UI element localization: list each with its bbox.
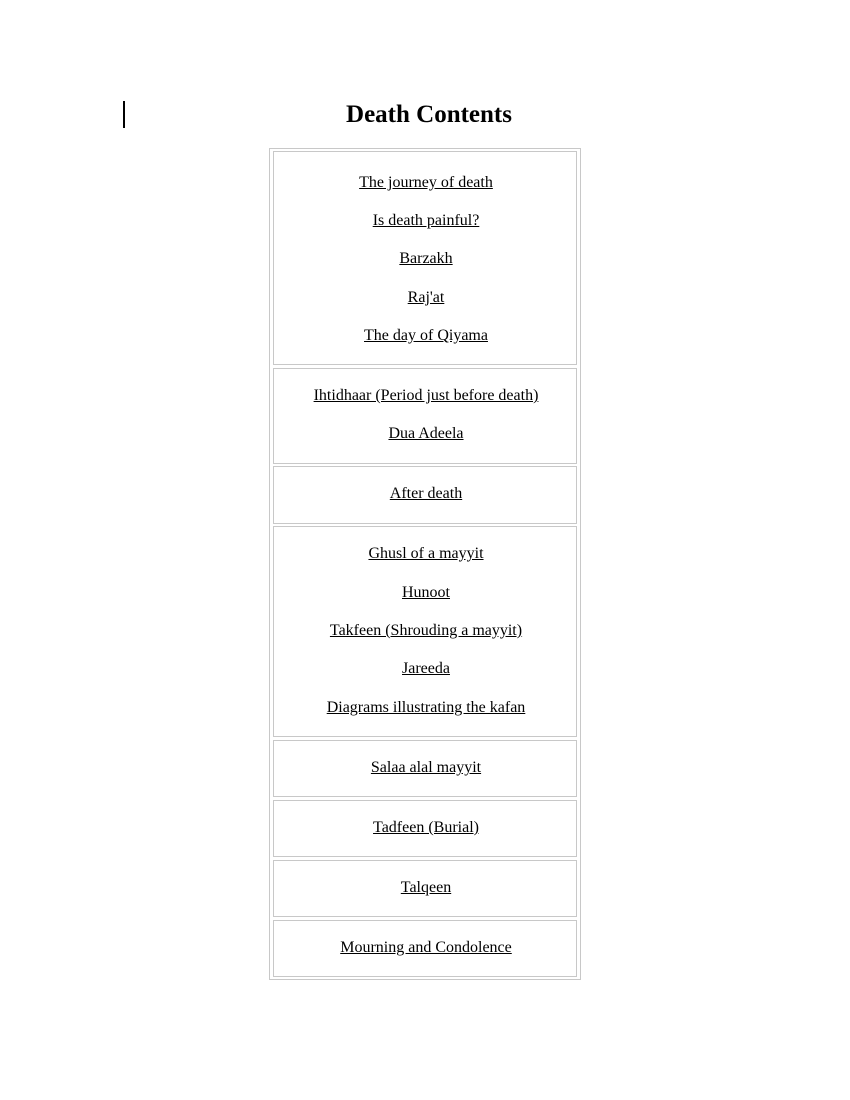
toc-link[interactable]: Takfeen (Shrouding a mayyit) bbox=[329, 622, 523, 639]
contents-cell bbox=[273, 466, 577, 524]
page-title: Death Contents bbox=[346, 101, 512, 128]
toc-link[interactable]: Dua Adeela bbox=[388, 425, 464, 442]
toc-link[interactable]: The day of Qiyama bbox=[364, 327, 488, 344]
toc-link[interactable]: Talqeen bbox=[400, 879, 452, 896]
contents-cell bbox=[273, 526, 577, 737]
contents-cell bbox=[273, 740, 577, 797]
contents-cell bbox=[273, 368, 577, 464]
toc-link[interactable]: Mourning and Condolence bbox=[340, 939, 512, 956]
toc-link[interactable]: Ihtidhaar (Period just before death) bbox=[313, 387, 539, 404]
toc-link[interactable]: Ghusl of a mayyit bbox=[368, 545, 484, 562]
toc-link[interactable]: Salaa alal mayyit bbox=[370, 759, 482, 776]
contents-cell bbox=[273, 860, 577, 917]
contents-table bbox=[269, 148, 581, 980]
toc-link[interactable]: After death bbox=[389, 485, 463, 502]
contents-cell bbox=[273, 800, 577, 857]
toc-link[interactable]: Hunoot bbox=[402, 584, 450, 601]
toc-link[interactable]: The journey of death bbox=[359, 174, 493, 191]
toc-link[interactable]: Jareeda bbox=[402, 660, 450, 677]
toc-link[interactable]: Tadfeen (Burial) bbox=[373, 819, 479, 836]
toc-link[interactable]: Is death painful? bbox=[372, 212, 480, 229]
toc-link[interactable]: Raj'at bbox=[407, 289, 445, 306]
contents-cell bbox=[273, 151, 577, 365]
toc-link[interactable]: Diagrams illustrating the kafan bbox=[326, 699, 526, 716]
toc-link[interactable]: Barzakh bbox=[399, 250, 453, 267]
contents-cell bbox=[273, 920, 577, 977]
